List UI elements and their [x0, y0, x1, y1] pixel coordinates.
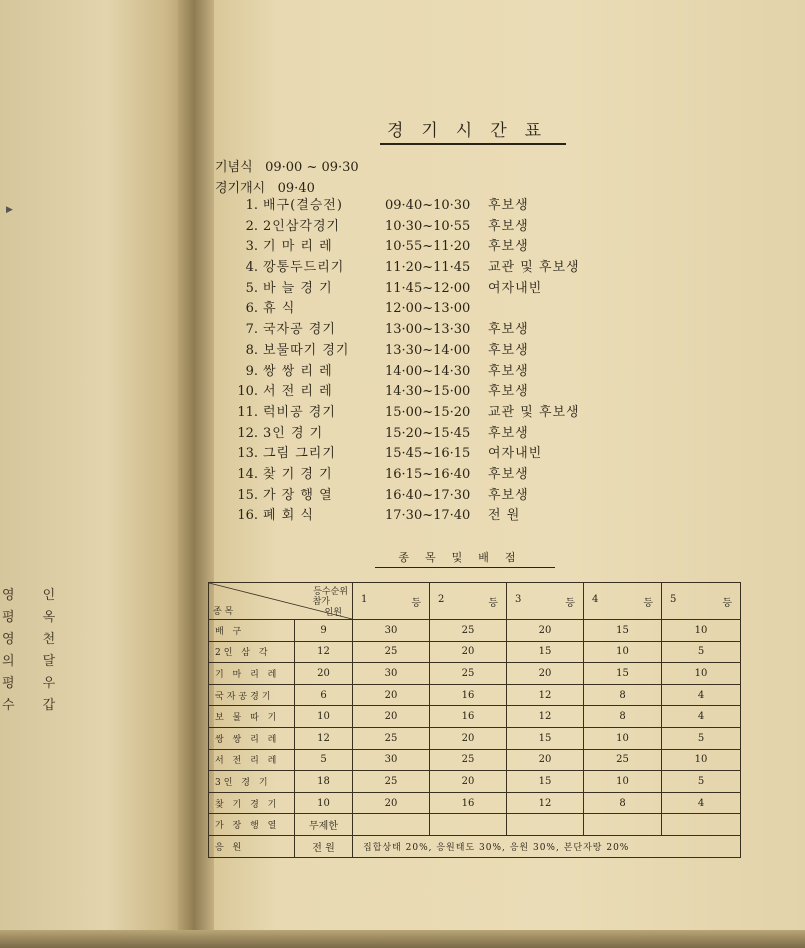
score-cell: 4: [662, 684, 741, 706]
schedule-time: 11·45~12·00: [385, 280, 471, 296]
rank-unit: 등: [722, 597, 732, 609]
names-column: [2, 588, 17, 714]
schedule-event: 폐 회 식: [263, 508, 314, 524]
schedule-time: 16·40~17·30: [385, 487, 471, 503]
rank-header-4: [584, 583, 662, 620]
schedule-row: [228, 403, 580, 424]
opening-label: 기념식: [215, 160, 253, 175]
score-table: [208, 582, 741, 858]
score-cell: 16: [430, 684, 507, 706]
margin-arrow-mark: ▶: [6, 205, 13, 215]
schedule-event: 가 장 행 열: [263, 487, 333, 503]
event-cell: 보 물 따 기: [209, 706, 295, 728]
schedule-number: 5.: [245, 280, 258, 296]
event-cell: 국자공경기: [209, 684, 295, 706]
rank-unit: 등: [565, 597, 575, 609]
schedule-row: [228, 465, 580, 486]
schedule-row: [228, 217, 580, 238]
score-cell: [507, 814, 584, 836]
rank-header-3: [507, 583, 584, 620]
score-cell: 30: [353, 620, 430, 642]
score-cell: 25: [353, 771, 430, 793]
schedule-number: 10.: [237, 384, 258, 400]
score-cell: 25: [353, 727, 430, 749]
count-cell: 12: [295, 641, 353, 663]
count-cell: 5: [295, 749, 353, 771]
schedule-number: 11.: [237, 404, 258, 420]
rank-number: 2: [438, 593, 445, 605]
schedule-participants: 교관 및 후보생: [488, 260, 580, 276]
event-cell: 응 원: [209, 835, 295, 857]
rank-header-2: [430, 583, 507, 620]
game-start-line: [215, 177, 315, 196]
schedule-participants: 후보생: [488, 342, 529, 358]
table-row: [209, 663, 741, 685]
name-character: 옥: [42, 610, 58, 625]
schedule-time: 17·30~17·40: [385, 508, 471, 524]
schedule-event: 찾 기 경 기: [263, 466, 333, 482]
count-cell: 20: [295, 663, 353, 685]
opening-ceremony-line: [215, 156, 359, 175]
people-label: 인원: [324, 608, 342, 618]
schedule-participants: 후보생: [488, 384, 529, 400]
rank-number: 3: [515, 593, 522, 605]
name-character: 영: [2, 632, 17, 647]
rank-number: 5: [670, 593, 677, 605]
schedule-participants: 전 원: [488, 508, 521, 524]
score-cell: 4: [662, 792, 741, 814]
table-header-row: [209, 583, 741, 620]
count-cell: 무제한: [295, 814, 353, 836]
opening-time: 09·00 ~ 09·30: [265, 160, 359, 175]
schedule-number: 14.: [237, 466, 258, 482]
score-cell: 10: [662, 620, 741, 642]
table-row: [209, 814, 741, 836]
score-cell: 10: [662, 749, 741, 771]
count-cell: 9: [295, 620, 353, 642]
score-cell: 25: [430, 663, 507, 685]
schedule-time: 14·30~15·00: [385, 384, 471, 400]
left-page: [0, 0, 195, 948]
schedule-event: 기 마 리 레: [263, 239, 333, 255]
schedule-event: 보물따기 경기: [263, 342, 350, 358]
count-cell: 6: [295, 684, 353, 706]
event-cell: 배 구: [209, 620, 295, 642]
score-cell: 20: [353, 684, 430, 706]
event-cell: 3인 경 기: [209, 771, 295, 793]
schedule-row: [228, 506, 580, 527]
score-cell: 20: [353, 706, 430, 728]
schedule-participants: 후보생: [488, 466, 529, 482]
score-cell: 12: [507, 684, 584, 706]
score-cell: 30: [353, 663, 430, 685]
page-title: 경기시간표: [380, 116, 566, 145]
schedule-event: 쌍 쌍 리 레: [263, 363, 333, 379]
score-table-body: [209, 620, 741, 836]
score-cell: 16: [430, 792, 507, 814]
table-row: [209, 641, 741, 663]
table-row: [209, 706, 741, 728]
schedule-number: 2.: [245, 218, 258, 234]
schedule-time: 13·00~13·30: [385, 322, 471, 338]
page-bottom-edge: [0, 930, 805, 948]
schedule-time: 11·20~11·45: [385, 260, 471, 276]
rank-unit: 등: [488, 597, 498, 609]
schedule-number: 9.: [245, 363, 258, 379]
table-row: [209, 771, 741, 793]
score-cell: 5: [662, 727, 741, 749]
table-row-cheering: [209, 835, 741, 857]
schedule-participants: 후보생: [488, 363, 529, 379]
name-character: 수: [2, 698, 17, 713]
score-cell: 20: [507, 620, 584, 642]
schedule-event: 3인 경 기: [263, 425, 324, 441]
schedule-event: 국자공 경기: [263, 322, 336, 338]
rank-order-label: 등수순위: [313, 587, 348, 597]
table-row: [209, 620, 741, 642]
schedule-event: 서 전 리 레: [263, 384, 333, 400]
name-character: 달: [42, 654, 58, 669]
table-row: [209, 727, 741, 749]
rank-header-5: [662, 583, 741, 620]
schedule-number: 7.: [245, 322, 258, 338]
schedule-row: [228, 320, 580, 341]
schedule-participants: 후보생: [488, 239, 529, 255]
diagonal-header-cell: [209, 583, 353, 620]
schedule-participants: 교관 및 후보생: [488, 404, 580, 420]
schedule-time: 09·40~10·30: [385, 198, 471, 213]
table-row: [209, 749, 741, 771]
schedule-time: 15·20~15·45: [385, 425, 471, 441]
name-character: 평: [2, 676, 17, 691]
score-cell: 10: [584, 771, 662, 793]
schedule-row: [228, 486, 580, 507]
name-character: 갑: [42, 698, 58, 713]
event-label: 종 목: [213, 607, 234, 617]
schedule-number: 12.: [237, 425, 258, 441]
schedule-row: [228, 341, 580, 362]
score-cell: 20: [430, 641, 507, 663]
names-column: [43, 588, 58, 714]
name-character: 영: [2, 588, 17, 603]
schedule-participants: 후보생: [488, 487, 529, 503]
event-cell: 서 전 리 레: [209, 749, 295, 771]
name-character: 의: [2, 654, 17, 669]
count-cell: 10: [295, 792, 353, 814]
rank-unit: 등: [411, 597, 421, 609]
rank-number: 4: [592, 593, 599, 605]
schedule-event: 럭비공 경기: [263, 404, 336, 420]
score-cell: 12: [507, 792, 584, 814]
participants-label: 참가: [312, 597, 330, 607]
schedule-event: 그림 그리기: [263, 446, 336, 462]
schedule-row: [228, 299, 580, 320]
schedule-row: [228, 279, 580, 300]
schedule-number: 13.: [237, 446, 258, 462]
schedule-event: 2인삼각경기: [263, 218, 341, 234]
score-cell: 15: [584, 620, 662, 642]
schedule-number: 3.: [245, 239, 258, 255]
schedule-row: [228, 362, 580, 383]
score-cell: 20: [430, 771, 507, 793]
count-cell: 전 원: [295, 835, 353, 857]
schedule-participants: 여자내빈: [488, 280, 543, 296]
schedule-time: 10·55~11·20: [385, 239, 471, 255]
schedule-participants: 후보생: [488, 198, 529, 213]
score-cell: [662, 814, 741, 836]
name-character: 평: [2, 610, 17, 625]
schedule-event: 깡통두드리기: [263, 260, 345, 276]
left-page-names: [2, 588, 57, 714]
schedule-time: 14·00~14·30: [385, 363, 471, 379]
schedule-event: 휴 식: [263, 301, 296, 317]
schedule-row: [228, 237, 580, 258]
score-cell: 20: [507, 749, 584, 771]
start-label: 경기개시: [215, 181, 266, 196]
name-character: 우: [42, 676, 58, 691]
schedule-number: 16.: [237, 508, 258, 524]
score-cell: 15: [507, 641, 584, 663]
event-cell: 찾 기 경 기: [209, 792, 295, 814]
schedule-number: 8.: [245, 342, 258, 358]
score-cell: 12: [507, 706, 584, 728]
table-title: 종목및배점: [375, 549, 555, 568]
schedule-row: [228, 444, 580, 465]
count-cell: 10: [295, 706, 353, 728]
schedule-row: [228, 382, 580, 403]
score-cell: 25: [353, 641, 430, 663]
score-cell: 25: [584, 749, 662, 771]
rank-number: 1: [361, 593, 368, 605]
score-cell: 15: [507, 771, 584, 793]
schedule-time: 15·45~16·15: [385, 446, 471, 462]
score-cell: 8: [584, 684, 662, 706]
rank-unit: 등: [643, 597, 653, 609]
score-cell: 5: [662, 641, 741, 663]
table-row: [209, 684, 741, 706]
score-cell: 25: [430, 620, 507, 642]
event-cell: 2인 삼 각: [209, 641, 295, 663]
score-cell: 4: [662, 706, 741, 728]
score-cell: 8: [584, 706, 662, 728]
schedule-number: 6.: [245, 301, 258, 317]
score-cell: 20: [507, 663, 584, 685]
score-cell: 8: [584, 792, 662, 814]
schedule-number: 1.: [245, 198, 258, 213]
schedule-number: 4.: [245, 260, 258, 276]
count-cell: 12: [295, 727, 353, 749]
schedule-list: [228, 196, 580, 527]
score-cell: 10: [584, 727, 662, 749]
score-cell: 15: [584, 663, 662, 685]
score-cell: 20: [353, 792, 430, 814]
schedule-row: [228, 196, 580, 217]
score-cell: 16: [430, 706, 507, 728]
schedule-row: [228, 258, 580, 279]
name-character: 인: [42, 588, 58, 603]
score-cell: 15: [507, 727, 584, 749]
event-cell: 기 마 리 레: [209, 663, 295, 685]
schedule-participants: 후보생: [488, 218, 529, 234]
schedule-row: [228, 424, 580, 445]
schedule-participants: 후보생: [488, 425, 529, 441]
event-cell: 가 장 행 열: [209, 814, 295, 836]
schedule-number: 15.: [237, 487, 258, 503]
score-cell: 5: [662, 771, 741, 793]
score-cell: 20: [430, 727, 507, 749]
score-cell: [584, 814, 662, 836]
score-cell: [353, 814, 430, 836]
rank-header-1: [353, 583, 430, 620]
schedule-time: 16·15~16·40: [385, 466, 471, 482]
schedule-time: 15·00~15·20: [385, 404, 471, 420]
score-cell: [430, 814, 507, 836]
count-cell: 18: [295, 771, 353, 793]
schedule-participants: 여자내빈: [488, 446, 543, 462]
schedule-time: 12·00~13·00: [385, 301, 471, 317]
name-character: 천: [42, 632, 58, 647]
score-cell: 10: [662, 663, 741, 685]
event-cell: 쌍 쌍 리 레: [209, 727, 295, 749]
table-row: [209, 792, 741, 814]
schedule-participants: 후보생: [488, 322, 529, 338]
schedule-time: 13·30~14·00: [385, 342, 471, 358]
score-cell: 25: [430, 749, 507, 771]
schedule-time: 10·30~10·55: [385, 218, 471, 234]
start-time: 09·40: [277, 181, 315, 196]
cheering-criteria-cell: 집합상태 20%, 응원태도 30%, 응원 30%, 본단자랑 20%: [353, 835, 741, 857]
score-cell: 30: [353, 749, 430, 771]
schedule-event: 바 늘 경 기: [263, 280, 333, 296]
schedule-event: 배구(결승전): [263, 198, 343, 213]
score-cell: 10: [584, 641, 662, 663]
